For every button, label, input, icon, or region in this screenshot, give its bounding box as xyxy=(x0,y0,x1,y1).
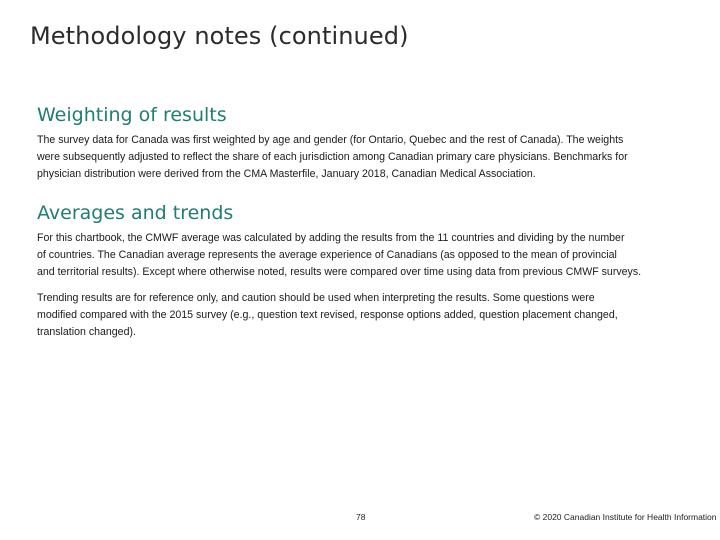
body-paragraph: The survey data for Canada was first weighted by age and gender (for Ontario, Quebec and the rest of Canada). The weights were subsequently adjusted to reflect the share of each jurisdiction among Canadian primary care physicians. Benchmarks for physician distribution were derived from the CMA Masterfile, January 2018, Canadian Medical Association. xyxy=(37,134,628,180)
section-averages-and-trends xyxy=(37,202,677,341)
page-title: Methodology notes (continued) xyxy=(30,22,409,50)
copyright-notice: © 2020 Canadian Institute for Health Information xyxy=(534,512,717,522)
page-number: 78 xyxy=(356,512,366,522)
section-weighting-of-results xyxy=(37,104,677,183)
body-paragraph: Trending results are for reference only, and caution should be used when interpreting the results. Some questions were modified compared with the 2015 survey (e.g., question text revised, response options added, question placement changed, translation changed). xyxy=(37,292,618,338)
section-heading: Averages and trends xyxy=(37,202,234,224)
body-paragraph: For this chartbook, the CMWF average was calculated by adding the results from the 11 countries and dividing by the number of countries. The Canadian average represents the average experience of Canadians (as opposed to the mean of provincial and territorial results). Except where otherwise noted, results were compared over time using data from previous CMWF surveys. xyxy=(37,232,642,278)
section-heading: Weighting of results xyxy=(37,104,227,126)
